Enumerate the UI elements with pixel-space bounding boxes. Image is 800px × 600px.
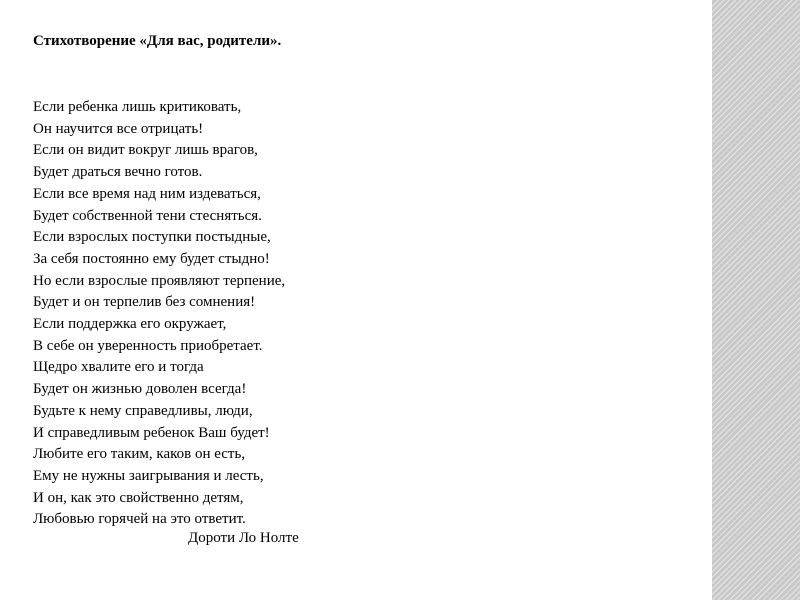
poem-title: Стихотворение «Для вас, родители». xyxy=(33,33,282,49)
poem-line: Щедро хвалите его и тогда xyxy=(33,359,204,376)
poem-line: Но если взрослые проявляют терпение, xyxy=(33,272,286,289)
poem-line: Если все время над ним издеваться, xyxy=(33,185,261,202)
poem-line: Любите его таким, каков он есть, xyxy=(33,446,246,463)
poem-line: Ему не нужны заигрывания и лесть, xyxy=(33,467,264,484)
poem-line: Любовью горячей на это ответит. xyxy=(33,511,246,528)
poem-line: В себе он уверенность приобретает. xyxy=(33,337,263,354)
poem-line: Если он видит вокруг лишь врагов, xyxy=(33,142,258,159)
poem-line: Будет собственной тени стесняться. xyxy=(33,207,262,224)
poem-line: Если взрослых поступки постыдные, xyxy=(33,229,271,246)
poem-line: Будьте к нему справедливы, люди, xyxy=(33,402,253,419)
poem-line: И справедливым ребенок Ваш будет! xyxy=(33,424,270,441)
decorative-side-band xyxy=(712,0,800,600)
poem-line: И он, как это свойственно детям, xyxy=(33,489,244,506)
poem-line: Будет драться вечно готов. xyxy=(33,164,203,181)
poem-line: Если ребенка лишь критиковать, xyxy=(33,99,242,115)
poem-line: За себя постоянно ему будет стыдно! xyxy=(33,250,270,267)
poem-body xyxy=(33,97,285,531)
poem-line: Будет он жизнью доволен всегда! xyxy=(33,381,247,398)
poem-line: Он научится все отрицать! xyxy=(33,120,204,137)
poem-line: Будет и он терпелив без сомнения! xyxy=(33,294,256,311)
poem-line: Если поддержка его окружает, xyxy=(33,316,227,333)
poem-author: Дороти Ло Нолте xyxy=(188,530,299,546)
